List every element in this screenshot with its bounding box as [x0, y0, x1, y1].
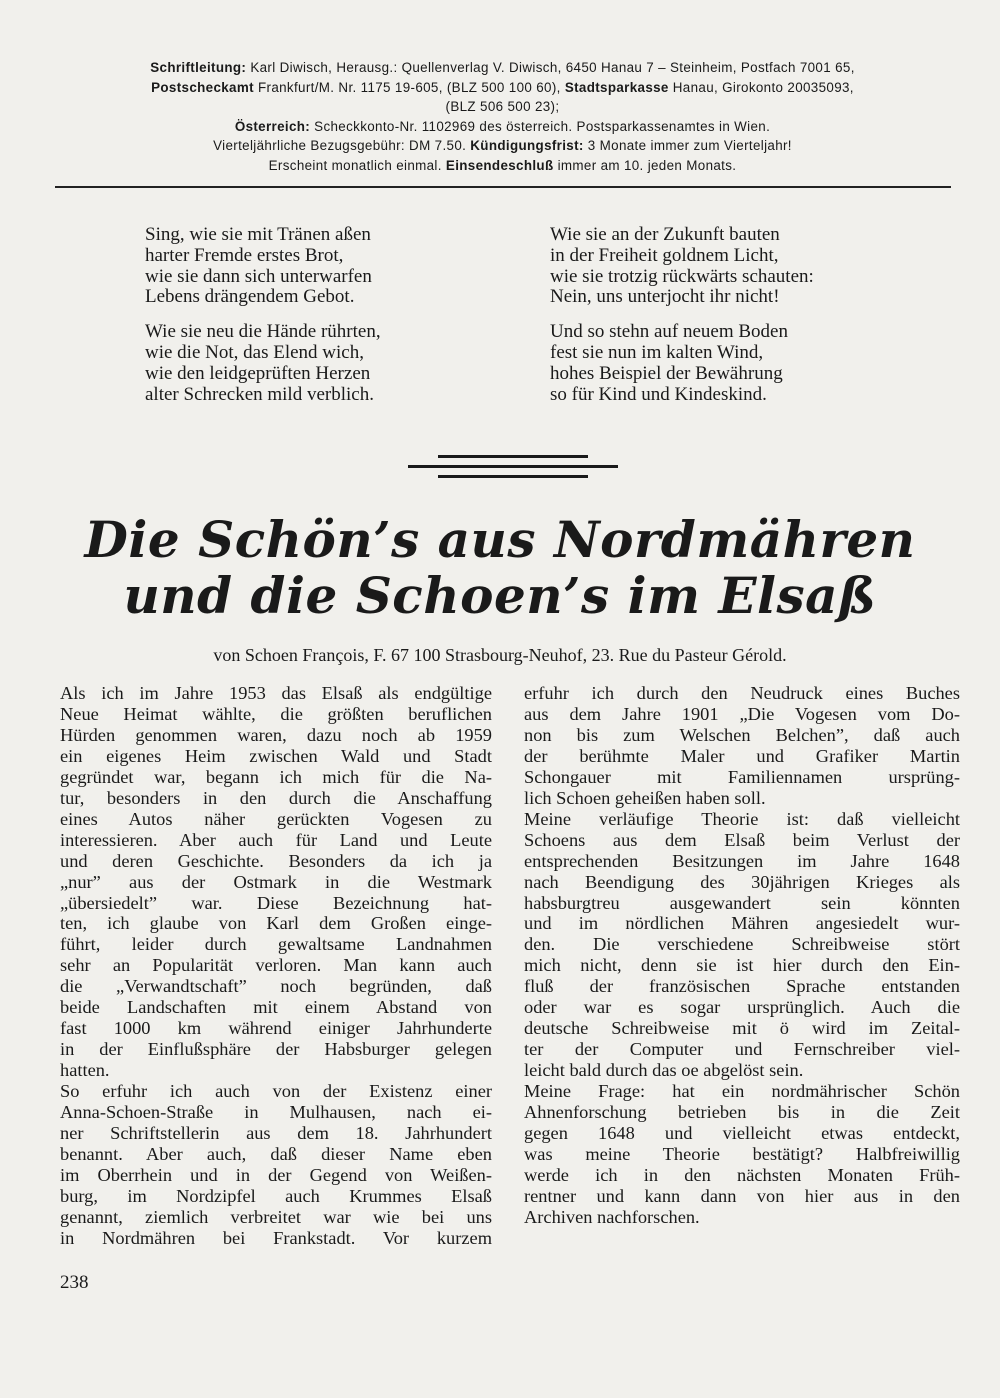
masthead-divider — [55, 186, 951, 188]
ornament-line — [438, 475, 588, 478]
masthead-text: (BLZ 506 500 23); — [445, 99, 560, 114]
poem-stanza — [145, 225, 475, 308]
article-line: hatten. — [60, 1060, 110, 1081]
masthead-text: Karl Diwisch, Herausg.: Quellenverlag V. Diwisch, 6450 Hanau 7 – Steinheim, Postfach 7001 65, — [246, 60, 855, 75]
poem-right-column — [550, 225, 930, 419]
poem-line: wie sie trotzig rückwärts schauten: — [550, 265, 814, 287]
article-line: erfuhr ich durch den Neudruck eines Buches — [524, 683, 960, 703]
article-line: mich nicht, denn sie ist hier durch den Ein- — [524, 955, 960, 976]
article-line: ner Schriftstellerin aus dem 18. Jahrhundert — [60, 1123, 492, 1144]
masthead-line-1 — [55, 58, 950, 78]
article-title — [0, 512, 1000, 624]
article-line: Meine Frage: hat ein nordmährischer Schön — [524, 1081, 960, 1102]
poem-line: Sing, wie sie mit Tränen aßen — [145, 224, 371, 245]
article-line: eines Autos näher gerückten Vogesen zu — [60, 808, 492, 829]
article-byline: von Schoen François, F. 67 100 Strasbourg-Neuhof, 23. Rue du Pasteur Gérold. — [213, 645, 787, 665]
article-line: benannt. Aber auch, daß dieser Name eben — [60, 1143, 492, 1164]
article-line: ter der Computer und Fernschreiber viel- — [524, 1039, 960, 1060]
ornament-line — [438, 455, 588, 458]
masthead-text: immer am 10. jeden Monats. — [553, 157, 737, 173]
masthead — [55, 58, 950, 175]
article-line: aus dem Jahre 1901 „Die Vogesen vom Do- — [524, 703, 960, 724]
article-line: rentner und kann dann von hier aus in den — [524, 1185, 960, 1206]
poem-line: wie sie dann sich unterwarfen — [145, 265, 372, 287]
masthead-text: Scheckkonto-Nr. 1102969 des österreich. Postsparkassenamtes in Wien. — [310, 118, 771, 134]
masthead-line-5 — [55, 136, 950, 156]
article-line: gegen 1648 und vielleicht etwas entdeckt, — [524, 1123, 960, 1144]
label-einsendeschluss: Einsendeschluß — [445, 157, 554, 173]
article-title-line-2: und die Schoen’s im Elsaß — [123, 566, 877, 625]
label-stadtsparkasse: Stadtsparkasse — [564, 79, 669, 95]
poem-line: Nein, uns unterjocht ihr nicht! — [550, 286, 780, 308]
label-kuendigungsfrist: Kündigungsfrist: — [470, 138, 584, 153]
article-line: lich Schoen geheißen haben soll. — [524, 787, 766, 808]
article-line: was meine Theorie bestätigt? Halbfreiwillig — [524, 1143, 960, 1164]
article-line: in der Einflußsphäre der Habsburger gelegen — [60, 1039, 492, 1060]
poem-line: so für Kind und Kindeskind. — [550, 383, 767, 405]
poem-line: Und so stehn auf neuem Boden — [550, 321, 788, 343]
article-line: burg, im Nordzipfel auch Krummes Elsaß — [60, 1185, 492, 1206]
article-line: Schoens aus dem Elsaß beim Verlust der — [524, 829, 960, 850]
article-line: nach Beendigung des 30jährigen Krieges als — [524, 871, 960, 892]
article-line: fast 1000 km während einiger Jahrhunderte — [60, 1018, 492, 1039]
article-title-line-1: Die Schön’s aus Nordmähren — [84, 510, 916, 569]
masthead-text: Vierteljährliche Bezugsgebühr: DM 7.50. — [213, 138, 471, 153]
article-line: Anna-Schoen-Straße in Mulhausen, nach ei- — [60, 1102, 492, 1123]
article-line: oder war es sogar ursprünglich. Auch die — [524, 997, 960, 1018]
article-line: genannt, ziemlich verbreitet war wie bei uns — [60, 1206, 492, 1227]
label-oesterreich: Österreich: — [234, 118, 311, 134]
article-column-right — [524, 683, 960, 1228]
label-schriftleitung: Schriftleitung: — [150, 60, 247, 75]
masthead-line-3 — [55, 97, 950, 117]
article-line: tur, besonders in den durch die Anschaffung — [60, 787, 492, 808]
article-line: ein eigenes Heim zwischen Wald und Stadt — [60, 745, 492, 766]
poem-line: in der Freiheit goldnem Licht, — [550, 244, 779, 266]
poem-line: wie die Not, das Elend wich, — [145, 341, 364, 363]
poem-stanza — [145, 322, 475, 405]
masthead-line-2 — [55, 78, 950, 98]
article-line: „übersiedelt” war. Diese Bezeichnung hat- — [60, 892, 492, 913]
poem-stanza — [550, 225, 930, 308]
masthead-text: Erscheint monatlich einmal. — [268, 157, 446, 173]
poem-line: fest sie nun im kalten Wind, — [550, 341, 764, 363]
article-line: und im nördlichen Mähren angesiedelt wur- — [524, 913, 960, 934]
article-line: Ahnenforschung betrieben bis in die Zeit — [524, 1102, 960, 1123]
page-number: 238 — [60, 1272, 89, 1293]
article-line: non bis zum Welschen Belchen”, daß auch — [524, 724, 960, 745]
article-line: „nur” aus der Ostmark in die Westmark — [60, 871, 492, 892]
poem-line: Wie sie neu die Hände rührten, — [145, 321, 381, 343]
article-line: Als ich im Jahre 1953 das Elsaß als endgültige — [60, 683, 492, 703]
article-line: führt, leider durch gewaltsame Landnahmen — [60, 934, 492, 955]
article-line: Neue Heimat wählte, die größten beruflichen — [60, 703, 492, 724]
label-postscheckamt: Postscheckamt — [151, 79, 254, 95]
poem-line: alter Schrecken mild verblich. — [145, 383, 374, 405]
article-line: der berühmte Maler und Grafiker Martin — [524, 745, 960, 766]
article-line: gegründet war, begann ich mich für die Na- — [60, 766, 492, 787]
article-line: beide Landschaften mit einem Abstand von — [60, 997, 492, 1018]
article-line: im Oberrhein und in der Gegend von Weißen- — [60, 1164, 492, 1185]
article-line: Schongauer mit Familiennamen ursprüng- — [524, 766, 960, 787]
article-line: sehr an Popularität verloren. Man kann auch — [60, 955, 492, 976]
article-line: entsprechenden Besitzungen im Jahre 1648 — [524, 850, 960, 871]
poem-line: wie den leidgeprüften Herzen — [145, 362, 371, 384]
poem-line: harter Fremde erstes Brot, — [145, 244, 344, 266]
masthead-text: Frankfurt/M. Nr. 1175 19-605, (BLZ 500 100 60), — [253, 79, 565, 95]
masthead-text: 3 Monate immer zum Vierteljahr! — [583, 138, 792, 153]
article-line: und deren Geschichte. Besonders da ich ja — [60, 850, 492, 871]
article-line: die „Verwandtschaft” noch begründen, daß — [60, 976, 492, 997]
masthead-line-6 — [55, 156, 950, 176]
ornament-line — [408, 465, 618, 468]
article-line: fluß der französischen Sprache entstanden — [524, 976, 960, 997]
article-line: werde ich in den nächsten Monaten Früh- — [524, 1164, 960, 1185]
poem-line: hohes Beispiel der Bewährung — [550, 362, 783, 384]
article-line: ten, ich glaube von Karl dem Großen einge- — [60, 913, 492, 934]
article-column-left — [60, 683, 492, 1249]
masthead-line-4 — [55, 117, 950, 137]
ornament-divider — [408, 455, 618, 485]
poem-left-column — [145, 225, 475, 419]
article-line: den. Die verschiedene Schreibweise stört — [524, 934, 960, 955]
article-line: So erfuhr ich auch von der Existenz einer — [60, 1081, 492, 1102]
article-line: leicht bald durch das oe abgelöst sein. — [524, 1060, 804, 1081]
article-line: Hürden genommen waren, dazu noch ab 1959 — [60, 724, 492, 745]
article-line: deutsche Schreibweise mit ö wird im Zeital- — [524, 1018, 960, 1039]
article-line: habsburgtreu ausgewandert sein könnten — [524, 892, 960, 913]
poem-stanza — [550, 322, 930, 405]
poem-line: Lebens drängendem Gebot. — [145, 286, 355, 308]
article-line: interessieren. Aber auch für Land und Leute — [60, 829, 492, 850]
masthead-text: Hanau, Girokonto 20035093, — [668, 79, 854, 95]
article-line: in Nordmähren bei Frankstadt. Vor kurzem — [60, 1227, 492, 1248]
article-line: Archiven nachforschen. — [524, 1206, 700, 1227]
poem-line: Wie sie an der Zukunft bauten — [550, 224, 780, 245]
article-line: Meine verläufige Theorie ist: daß vielleicht — [524, 808, 960, 829]
